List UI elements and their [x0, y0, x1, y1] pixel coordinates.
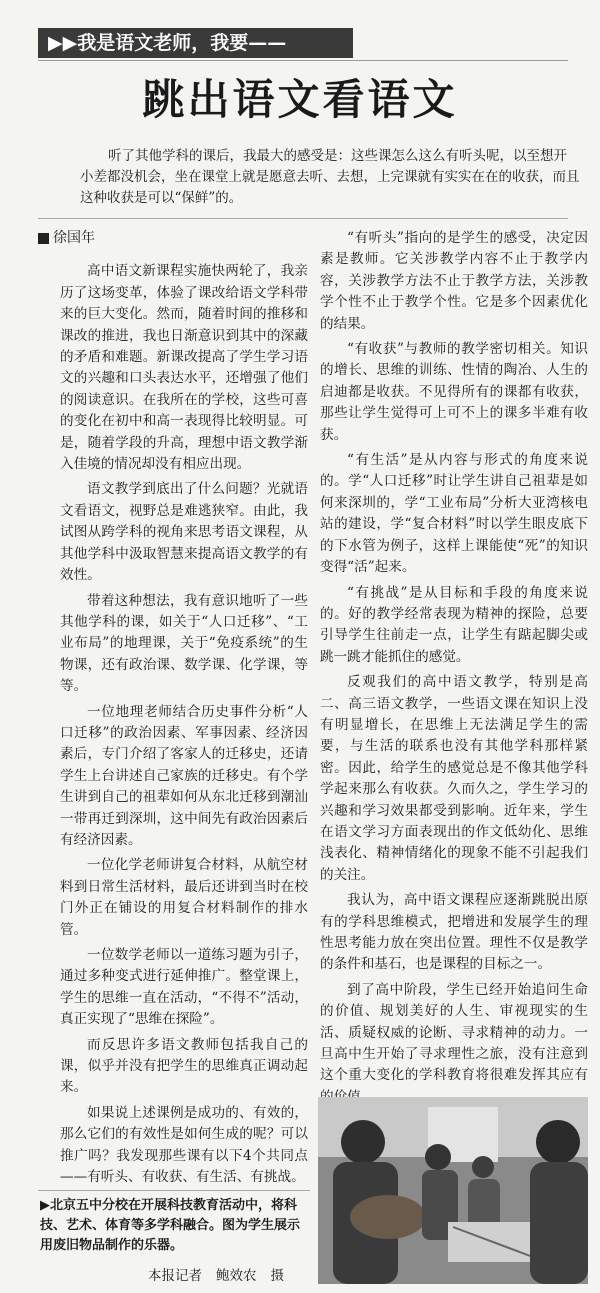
square-bullet-icon [38, 233, 49, 244]
paragraph: 如果说上述课例是成功的、有效的，那么它们的有效性是如何生成的呢？可以推广吗？我发现那些课有以下4个共同点——有听头、有收获、有生活、有挑战。 [60, 1104, 308, 1186]
article-column-right [320, 228, 588, 1134]
paragraph: 一位数学老师以一道练习题为引子，通过多种变式进行延伸推广。整堂课上，学生的思维一直在活动，“不得不”活动，真正实现了“思维在探险”。 [60, 947, 308, 1028]
section-banner: ▶▶我是语文老师，我要—— [38, 28, 353, 58]
paragraph: 带着这种想法，我有意识地听了一些其他学科的课，如关于“人口迁移”、“工业布局”的地理课，关于“免疫系统”的生物课，还有政治课、数学课、化学课，等等。 [60, 592, 308, 695]
paragraph: 到了高中阶段，学生已经开始追问生命的价值、规划美好的人生、审视现实的生活、质疑权威的论断、寻求精神的动力。一旦高中生开始了寻求理性之旅，没有注意到这个重大变化的学科教育将很难发挥其应有 [320, 981, 588, 1084]
paragraph: “有听头”指向的是学生的感受，决定因素是教师。它关涉教学内容不止于教学内容，关涉教学方法不止于教学方法，关涉教学个性不止于教学个性。它是多个因素优化的结果。 [320, 230, 588, 332]
paragraph: 反观我们的高中语文教学，特别是高二、高三语文教学，一些语文课在知识上没有明显增长，在思维上无法满足学生的需要，与生活的联系也没有其他学科那样紧密。因此，给学生的感觉总是不像其他学科学起来那么有收获。久而久之，学生学习的兴趣和学习效果都受到影响。近年来，学生在语文学习方面表现出的作文低幼化、思维浅表化、精神情绪化的现象不能不引起我们的关注。 [320, 674, 588, 883]
divider [38, 60, 568, 61]
paragraph: 而反思许多语文教师包括我自己的课，似乎并没有把学生的思维真正调动起来。 [60, 1036, 308, 1096]
paragraph: 一位地理老师结合历史事件分析“人口迁移”的政治因素、军事因素、经济因素后，专门介绍了客家人的迁移史，还请学生上台讲述自己家族的迁移史。有个学生讲到自己的祖辈如何从东北迁移到潮汕一带再迁到深圳，这中间先有政治因素后有经济因素。 [60, 703, 308, 848]
byline [38, 228, 308, 249]
photo-credit [148, 1264, 298, 1284]
news-photo [318, 1097, 588, 1284]
article-intro: 听了其他学科的课后，我最大的感受是：这些课怎么这么有听头呢，以至想开小差都没机会，坐在课堂上就是愿意去听、去想，上完课就有实实在在的收获，而且这种收获是可以“保鲜”的。 [80, 148, 580, 206]
paragraph: 语文教学到底出了什么问题？光就语文看语文，视野总是难逃狭窄。由此，我试图从跨学科的视角来思考语文课程，从其他学科中汲取智慧来提高语文教学的有效性。 [60, 481, 308, 584]
credit-role: 本报记者 [148, 1268, 202, 1284]
paragraph: 一位化学老师讲复合材料，从航空材料到日常生活材料，最后还讲到当时在校门外正在铺设的用复合材料制作的排水管。 [60, 857, 308, 938]
paragraph: “有生活”是从内容与形式的角度来说的。学“人口迁移”时让学生讲自己祖辈是如何来深圳的，学“工业布局”分析大亚湾核电站的建设，学“复合材料”时以学生眼皮底下的下水管为例子，这样上课能使“死”的知识变得“活”起来。 [320, 452, 588, 576]
divider [38, 1190, 310, 1191]
author-name: 徐国年 [53, 230, 95, 246]
credit-action: 摄 [270, 1268, 284, 1284]
article-column-left [53, 228, 308, 1192]
caption-text: 北京五中分校在开展科技教育活动中，将科技、艺术、体育等多学科融合。图为学生展示用废旧物品制作的乐器。 [40, 1198, 301, 1253]
paragraph: 高中语文新课程实施快两轮了，我亲历了这场变革，体验了课改给语文学科带来的巨大变化。然而，随着时间的推移和课改的推进，我也日渐意识到其中的深藏的矛盾和难题。新课改提高了学生学习语文的兴趣和口头表达水平，还增强了他们的阅读意识。在我所在的学校，这些可喜的变化在初中和高一表现得比较明显。可是，随着学段的升高，理想中语文教学渐入佳境的情况却没有相应出现。 [60, 263, 308, 473]
credit-name: 鲍效农 [216, 1268, 257, 1284]
photo-caption [40, 1196, 310, 1256]
paragraph: 我认为，高中语文课程应逐渐跳脱出原有的学科思维模式，把增进和发展学生的理性思考能力放在突出位置。理性不仅是教学的条件和基石，也是课程的目标之一。 [320, 892, 588, 973]
page-title: 跳出语文看语文 [142, 75, 458, 124]
paragraph: “有挑战”是从目标和手段的角度来说的。好的教学经常表现为精神的探险，总要引导学生往前走一点，让学生有踮起脚尖或跳一跳才能抓住的感觉。 [320, 584, 588, 665]
caption-arrow-icon: ▶ [40, 1198, 50, 1213]
paragraph: “有收获”与教师的教学密切相关。知识的增长、思维的训练、性情的陶冶、人生的启迪都是收获。不见得所有的课都有收获，那些让学生觉得可上可不上的课多半难有收获。 [320, 341, 588, 443]
photo-of-students-with-instruments-icon [318, 1097, 588, 1284]
divider [38, 218, 568, 219]
